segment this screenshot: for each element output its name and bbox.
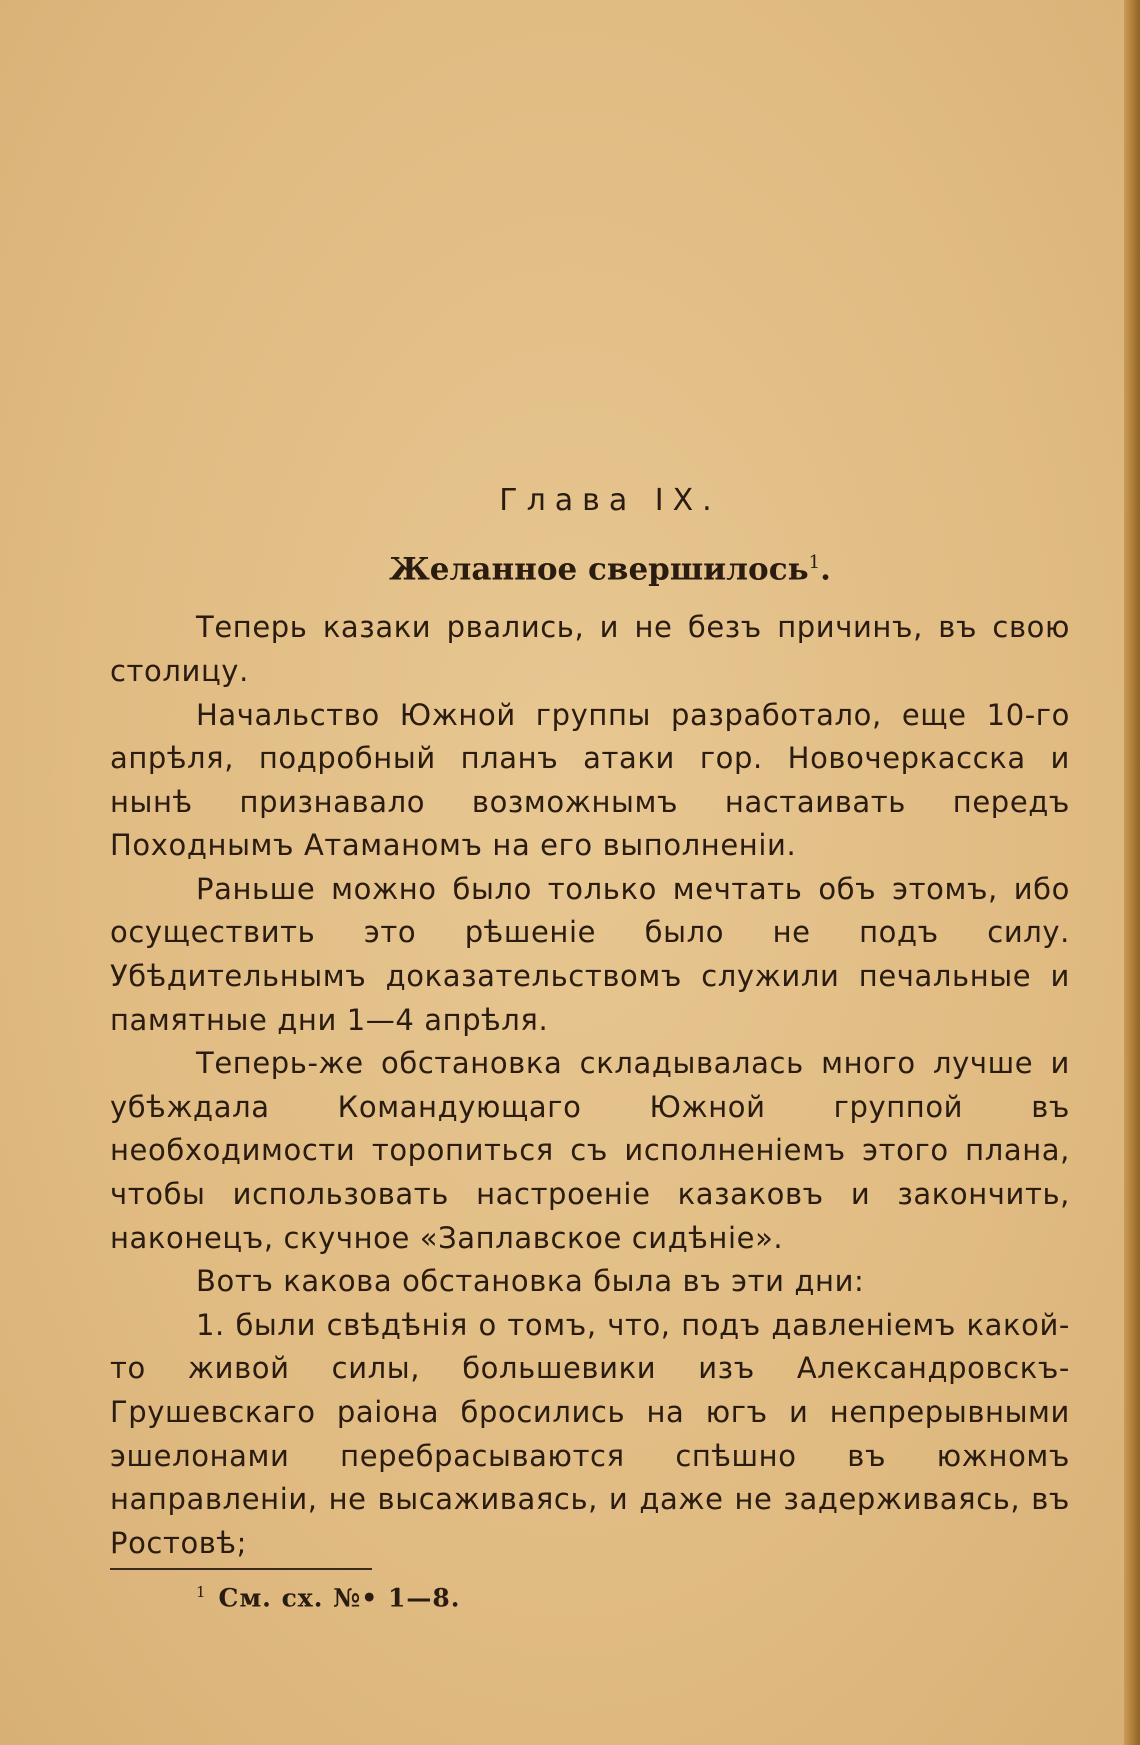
footnote	[196, 1583, 460, 1612]
paragraph: Теперь-же обстановка складывалась много лучше и убѣждала Командующаго Южной группой въ необходимости торопиться съ исполненіемъ этого плана, чтобы использовать настроеніе казаковъ и закончить, наконецъ, скучное «Заплавское сидѣніе».	[110, 1046, 1070, 1255]
chapter-label: Глава IX.	[499, 483, 721, 518]
footnote-reference: 1	[808, 552, 821, 573]
page-edge	[1124, 0, 1140, 1745]
paragraph: Вотъ какова обстановка была въ эти дни:	[196, 1264, 865, 1299]
list-item: 1. были свѣдѣнія о томъ, что, подъ давленіемъ какой-то живой силы, большевики изъ Александровскъ-Грушевскаго раіона бросились на югъ и непрерывными эшелонами перебрасываются спѣшно въ южномъ направленіи, не высаживаясь, и даже не задерживаясь, въ Ростовѣ;	[110, 1307, 1070, 1560]
chapter-title: Желанное свершилось$^1$.	[389, 551, 831, 588]
paragraph: Теперь казаки рвались, и не безъ причинъ, въ свою столицу.	[110, 610, 1070, 688]
paragraph: Раньше можно было только мечтать объ этомъ, ибо осуществить это рѣшеніе было не подъ силу. Убѣдительнымъ доказательствомъ служили печальные и памятные дни 1—4 апрѣля.	[110, 871, 1070, 1037]
footnote-divider	[110, 1568, 372, 1570]
footnote-text: См. сх. №• 1—8.	[218, 1583, 461, 1613]
page-text	[110, 478, 1070, 1565]
chapter-title-text: Желанное свершилось	[389, 551, 809, 588]
footnote-mark: 1	[196, 1583, 207, 1601]
paragraph: Начальство Южной группы разработало, еще 10-го апрѣля, подробный планъ атаки гор. Новочеркасска и нынѣ признавало возможнымъ настаивать передъ Походнымъ Атаманомъ на его выполненіи.	[110, 697, 1070, 863]
